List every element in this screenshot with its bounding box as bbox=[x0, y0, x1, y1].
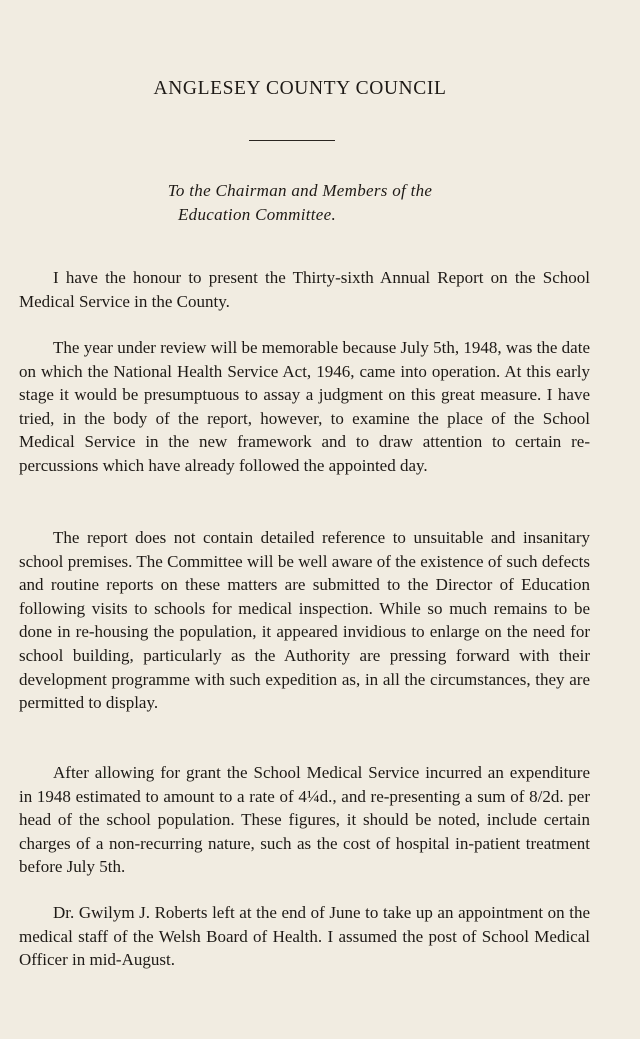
paragraph-expenditure: After allowing for grant the School Medical Service incurred an expenditure in 1948 estimated to amount to a rate of 4¼d., and re-presenting a sum of 8/2d. per head of the school population. These figures, it should be noted, include certain charges of a non-recurring nature, such as the cost of hospital in-patient treatment before July 5th. bbox=[19, 763, 590, 877]
paragraph-health-service-act: The year under review will be memorable because July 5th, 1948, was the date on which the National Health Service Act, 1946, came into operation. At this early stage it would be presumptuous to assay a judgment on this great measure. I have tried, in the body of the report, however, to examine the place of the School Medical Service in the new framework and to draw attention to certain re-percussions which have already followed the appointed day. bbox=[19, 338, 590, 475]
salutation-line-2: Education Committee. bbox=[177, 205, 337, 224]
salutation-line-1: To the Chairman and Members of the bbox=[167, 181, 433, 200]
paragraph-school-premises: The report does not contain detailed reference to unsuitable and insanitary school premises. The Committee will be well aware of the existence of such defects and routine reports on these matters are submitted to the Director of Education following visits to schools for medical inspection. While so much remains to be done in re-housing the population, it appeared invidious to enlarge on the need for school building, particularly as the Authority are pressing forward with their development programme with such expedition as, in all the circumstances, they are permitted to display. bbox=[19, 528, 590, 713]
paragraph-intro: I have the honour to present the Thirty-sixth Annual Report on the School Medical Service in the County. bbox=[19, 268, 590, 311]
salutation bbox=[0, 179, 600, 227]
page-heading: ANGLESEY COUNTY COUNCIL bbox=[153, 78, 447, 99]
paragraph-staff-changes: Dr. Gwilym J. Roberts left at the end of June to take up an appointment on the medical staff of the Welsh Board of Health. I assumed the post of School Medical Officer in mid-August. bbox=[19, 903, 590, 970]
heading-divider bbox=[249, 140, 335, 141]
